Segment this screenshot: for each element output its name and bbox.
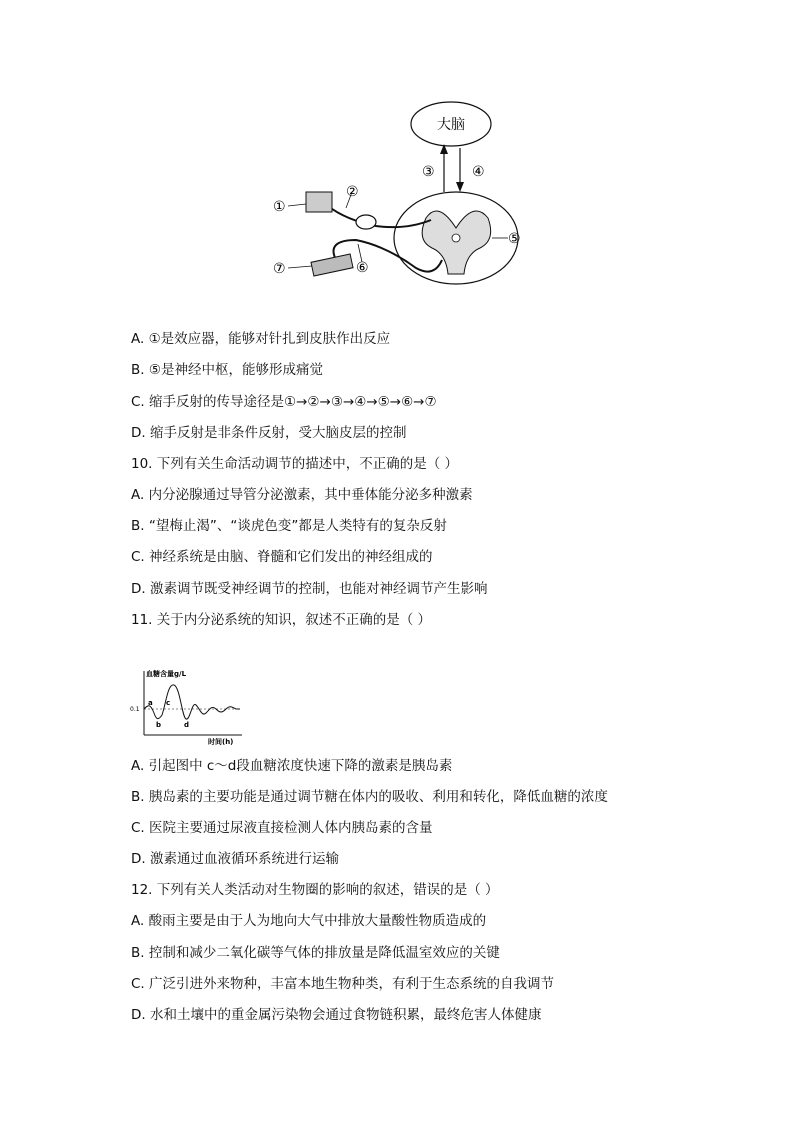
- q10-option-c: C. 神经系统是由脑、脊髓和它们发出的神经组成的: [131, 549, 433, 565]
- point-a: a: [148, 699, 153, 707]
- marker-7: ⑦: [273, 261, 286, 277]
- brain-label: 大脑: [437, 117, 465, 133]
- descending-arrow: [456, 182, 464, 192]
- q9-option-b: B. ⑤是神经中枢，能够形成痛觉: [131, 362, 323, 378]
- q12-option-d: D. 水和土壤中的重金属污染物会通过食物链积累，最终危害人体健康: [131, 1007, 542, 1023]
- central-canal: [452, 234, 460, 242]
- q9-option-c: C. 缩手反射的传导途径是①→②→③→④→⑤→⑥→⑦: [131, 394, 437, 410]
- marker-6: ⑥: [356, 260, 369, 276]
- reflex-arc-diagram: [266, 100, 536, 300]
- leader-7: [288, 266, 312, 268]
- q11-option-a: A. 引起图中 c～d段血糖浓度快速下降的激素是胰岛素: [131, 758, 453, 774]
- q11-option-b: B. 胰岛素的主要功能是通过调节糖在体内的吸收、利用和转化，降低血糖的浓度: [131, 789, 608, 805]
- q10-option-d: D. 激素调节既受神经调节的控制，也能对神经调节产生影响: [131, 581, 488, 597]
- glucose-curve: [144, 685, 240, 719]
- point-c: c: [166, 699, 171, 707]
- point-b: b: [156, 721, 162, 729]
- chart-xlabel: 时间(h): [208, 738, 234, 746]
- q10-option-a: A. 内分泌腺通过导管分泌激素，其中垂体能分泌多种激素: [131, 487, 473, 503]
- q12-option-b: B. 控制和减少二氧化碳等气体的排放量是降低温室效应的关键: [131, 945, 500, 961]
- leader-1: [288, 204, 306, 206]
- reflex-arc-svg: [266, 100, 536, 300]
- effector-muscle: [311, 254, 353, 276]
- chart-ylabel: 血糖含量g/L: [146, 670, 187, 678]
- q12-option-a: A. 酸雨主要是由于人为地向大气中排放大量酸性物质造成的: [131, 913, 487, 929]
- marker-2: ②: [346, 184, 359, 200]
- q12-stem: 12. 下列有关人类活动对生物圈的影响的叙述，错误的是（ ）: [131, 882, 499, 898]
- glucose-chart-svg: [128, 665, 248, 747]
- blood-glucose-chart: [128, 665, 248, 747]
- q10-option-b: B. “望梅止渴”、“谈虎色变”都是人类特有的复杂反射: [131, 518, 447, 534]
- marker-3: ③: [422, 164, 435, 180]
- q12-option-c: C. 广泛引进外来物种，丰富本地生物种类，有利于生态系统的自我调节: [131, 976, 555, 992]
- receptor-skin: [306, 192, 332, 212]
- marker-4: ④: [472, 164, 485, 180]
- q9-option-d: D. 缩手反射是非条件反射，受大脑皮层的控制: [131, 425, 407, 441]
- q11-option-d: D. 激素通过血液循环系统进行运输: [131, 851, 339, 867]
- q9-option-a: A. ①是效应器，能够对针扎到皮肤作出反应: [131, 331, 391, 347]
- q11-stem: 11. 关于内分泌系统的知识，叙述不正确的是（ ）: [131, 612, 432, 628]
- q11-option-c: C. 医院主要通过尿液直接检测人体内胰岛素的含量: [131, 820, 433, 836]
- marker-1: ①: [273, 199, 286, 215]
- q10-stem: 10. 下列有关生命活动调节的描述中，不正确的是（ ）: [131, 456, 459, 472]
- ganglion: [356, 215, 376, 229]
- marker-5: ⑤: [508, 231, 521, 247]
- chart-ytick: 0.1: [130, 706, 140, 713]
- point-d: d: [184, 721, 190, 729]
